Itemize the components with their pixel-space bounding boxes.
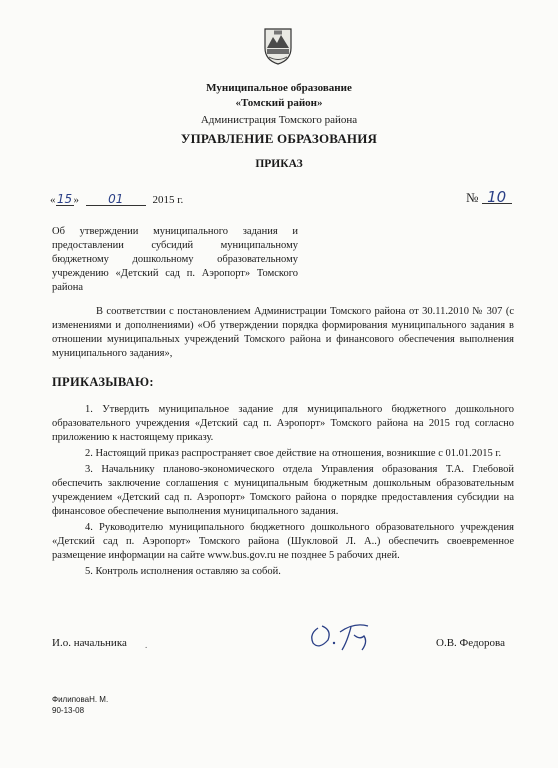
signatory-role: И.о. начальника xyxy=(52,637,127,649)
executor-name: ФилиповаН. М. xyxy=(52,695,109,704)
number-label: № xyxy=(466,190,479,205)
administration-name: Администрация Томского района xyxy=(200,114,358,126)
preamble-text: В соответствии с постановлением Администрации Томского района от 30.11.2010 № 307 (с изменениями и дополнениями) «Об утверждении порядка формирования муниципального задания в отношении муниципальных учреждений Томского района и финансового обеспечения выполнения муниципального задания», xyxy=(52,306,514,359)
date-open-quote: « xyxy=(50,194,56,206)
executor-info xyxy=(52,694,108,716)
date-year: 2015 г. xyxy=(152,194,184,206)
order-word: ПРИКАЗЫВАЮ: xyxy=(52,375,154,389)
municipality-name: Муниципальное образование xyxy=(206,82,352,94)
order-item: 5. Контроль исполнения оставляю за собой. xyxy=(85,566,281,577)
preamble-paragraph xyxy=(52,305,514,361)
document-number xyxy=(466,190,512,206)
document-subject: Об утверждении муниципального задания и предоставлении субсидий муниципальному бюджетному дошкольному образовательному учреждению «Детский сад п. Аэропорт» Томского района xyxy=(52,226,298,293)
order-items xyxy=(52,403,514,581)
department-name: УПРАВЛЕНИЕ ОБРАЗОВАНИЯ xyxy=(180,131,378,146)
coat-of-arms-icon xyxy=(262,26,294,66)
signatory-name: О.В. Федорова xyxy=(436,637,505,649)
executor-phone: 90-13-08 xyxy=(52,706,85,715)
order-item: 2. Настоящий приказ распространяет свое действие на отношения, возникшие с 01.01.2015 г. xyxy=(85,448,502,459)
date-close-quote: » xyxy=(73,194,79,206)
order-item: 3. Начальнику планово-экономического отдела Управления образования Т.А. Глебовой обеспечить заключение соглашения с муниципальным бюджетным дошкольным образовательным учреждением «Детский сад п. Аэропорт» Томского района о порядке предоставления субсидии на финансовое обеспечение выполнения муниципального задания. xyxy=(52,464,514,517)
order-item: 1. Утвердить муниципальное задание для муниципального бюджетного дошкольного образовательного учреждения «Детский сад п. Аэропорт» Томского района на 2015 год согласно приложению к настоящему приказу. xyxy=(52,404,514,443)
district-name: «Томский район» xyxy=(235,97,323,109)
order-item: 4. Руководителю муниципального бюджетного дошкольного образовательного учреждения «Детский сад п. Аэропорт» Томского района (Шукловой Л. А..) обеспечить своевременное размещение информации на сайте www.bus.gov.ru не позднее 5 рабочих дней. xyxy=(52,522,514,561)
handwritten-signature-icon xyxy=(304,612,376,660)
date-day: 15 xyxy=(56,192,73,206)
signature-dots: . xyxy=(145,640,148,650)
document-date xyxy=(50,193,183,206)
document-type: ПРИКАЗ xyxy=(255,158,303,170)
number-value: 10 xyxy=(482,191,512,204)
date-month: 01 xyxy=(86,193,146,206)
